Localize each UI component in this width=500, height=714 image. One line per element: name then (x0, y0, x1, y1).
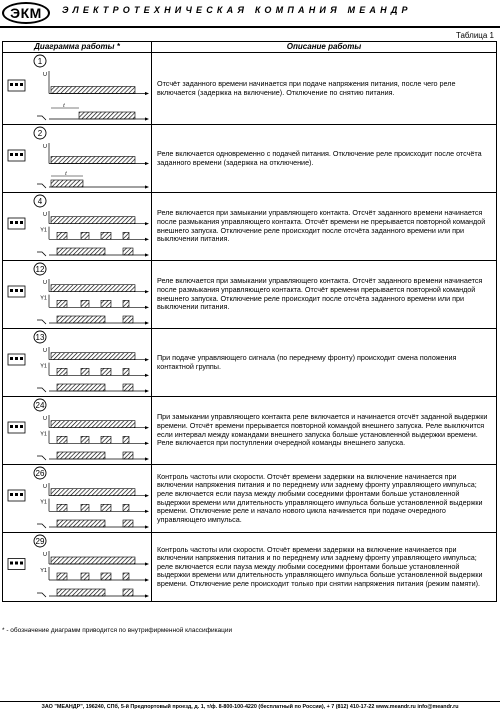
signal-pulse (101, 300, 111, 307)
signal-pulse (81, 573, 89, 580)
signal-pulse (79, 112, 135, 119)
signal-pulse (57, 436, 67, 443)
signal-pulse (123, 589, 133, 596)
table-row (3, 193, 497, 261)
signal-pulse (57, 452, 105, 459)
signal-pulse (57, 248, 105, 255)
signal-pulse (101, 573, 111, 580)
header-rule (0, 26, 500, 28)
u-axis-label: U (43, 72, 47, 78)
signal-pulse (57, 384, 105, 391)
signal-pulse (57, 573, 67, 580)
table-header-row (3, 42, 497, 53)
timing-diagram (3, 125, 151, 193)
signal-pulse (51, 353, 135, 360)
y1-axis-label: Y1 (40, 227, 47, 234)
table-body (3, 53, 497, 602)
signal-pulse (57, 232, 67, 239)
signal-pulse (51, 421, 135, 428)
diagram-cell (3, 261, 152, 329)
u-axis-label: U (43, 552, 47, 558)
mode-number: 24 (35, 401, 45, 410)
contact-symbol (37, 524, 46, 528)
contact-symbol (37, 388, 46, 392)
table-row (3, 465, 497, 533)
mode-number: 12 (35, 265, 45, 274)
signal-pulse (51, 180, 83, 187)
table-row (3, 261, 497, 329)
signal-pulse (81, 436, 89, 443)
y1-axis-label: Y1 (40, 431, 47, 438)
y1-axis-label: Y1 (40, 363, 47, 370)
footer-contacts: ЗАО "МЕАНДР", 196240, СПб, 5-й Предпортовый проезд, д. 1, т/ф. 8-800-100-4220 (бесплатный по России), + 7 (812) 410-17-22 www.meandr.ru info@meandr.ru (41, 704, 459, 710)
col-description-header: Описание работы (152, 42, 497, 53)
table-row (3, 125, 497, 193)
signal-pulse (57, 504, 67, 511)
signal-pulse (123, 452, 133, 459)
u-axis-label: U (43, 212, 47, 218)
footer-rule (0, 701, 500, 702)
u-axis-label: U (43, 484, 47, 490)
table-row (3, 53, 497, 125)
signal-pulse (81, 504, 89, 511)
signal-pulse (81, 232, 89, 239)
signal-pulse (57, 520, 105, 527)
description-cell: Отсчёт заданного времени начинается при подаче напряжения питания, после чего реле включается (задержка на включение). Отключение по снятию питания. (152, 53, 497, 125)
signal-pulse (123, 520, 133, 527)
company-name: ЭЛЕКТРОТЕХНИЧЕСКАЯ КОМПАНИЯ МЕАНДР (62, 5, 412, 15)
signal-pulse (123, 248, 133, 255)
timing-diagram (3, 193, 151, 261)
signal-pulse (101, 232, 111, 239)
mode-number: 1 (37, 57, 43, 66)
signal-pulse (123, 300, 129, 307)
signal-pulse (51, 217, 135, 224)
signal-pulse (123, 573, 129, 580)
timing-diagram (3, 397, 151, 465)
signal-pulse (123, 316, 133, 323)
table-row (3, 533, 497, 602)
signal-pulse (51, 157, 135, 164)
company-logo: ЭКМ (2, 2, 50, 24)
timing-diagram (3, 329, 151, 397)
signal-pulse (123, 436, 129, 443)
signal-pulse (123, 232, 129, 239)
u-axis-label: U (43, 280, 47, 286)
u-axis-label: U (43, 348, 47, 354)
y1-axis-label: Y1 (40, 295, 47, 302)
description-cell: Контроль частоты или скорости. Отсчёт времени задержки на включение начинается при включении напряжения питания и по переднему или заднему фронту управляющего импульса; реле включается если пауза между любыми соседними фронтами больше установленной выдержки времени или длительность управляющего импульса больше установленной выдержки времени. Отключение реле и начало нового цикла начинается при подаче очередного управляющего импульса. (152, 465, 497, 533)
time-label: t (65, 171, 67, 177)
description-cell: Контроль частоты или скорости. Отсчёт времени задержки на включение начинается при включении напряжения питания и по переднему или заднему фронту управляющего импульса; реле включается если пауза между любыми соседними фронтами больше установленной выдержки времени или длительность управляющего импульса больше установленной выдержки времени. Отключение реле происходит только при снятии напряжения питания (режим памяти). (152, 533, 497, 602)
footnote: * - обозначение диаграмм приводится по внутрифирменной классификации (2, 627, 233, 634)
signal-pulse (57, 316, 105, 323)
mode-number: 13 (35, 333, 45, 342)
y1-axis-label: Y1 (40, 499, 47, 506)
signal-pulse (101, 436, 111, 443)
u-axis-label: U (43, 144, 47, 150)
timing-diagram (3, 261, 151, 329)
signal-pulse (51, 87, 135, 94)
timing-diagram (3, 533, 151, 602)
description-cell: Реле включается одновременно с подачей питания. Отключение реле происходит после отсчёта заданного времени (задержка на отключение). (152, 125, 497, 193)
signal-pulse (81, 300, 89, 307)
diagram-cell (3, 533, 152, 602)
contact-symbol (37, 593, 46, 597)
diagram-cell (3, 465, 152, 533)
signal-pulse (51, 285, 135, 292)
signal-pulse (51, 489, 135, 496)
signal-pulse (123, 384, 133, 391)
time-label: t (63, 103, 65, 109)
mode-number: 26 (35, 469, 45, 478)
diagram-cell (3, 53, 152, 125)
mode-number: 4 (37, 197, 43, 206)
mode-number: 29 (35, 537, 45, 546)
signal-pulse (101, 504, 111, 511)
signal-pulse (57, 589, 105, 596)
timing-diagram (3, 465, 151, 533)
signal-pulse (57, 368, 67, 375)
contact-symbol (37, 320, 46, 324)
diagram-cell (3, 397, 152, 465)
signal-pulse (81, 368, 89, 375)
contact-symbol (37, 116, 46, 120)
y1-axis-label: Y1 (40, 568, 47, 574)
signal-pulse (101, 368, 111, 375)
diagram-cell (3, 125, 152, 193)
contact-symbol (37, 456, 46, 460)
signal-pulse (123, 504, 129, 511)
contact-symbol (37, 252, 46, 256)
description-cell: Реле включается при замыкании управляющего контакта. Отсчёт заданного времени начинается после размыкания управляющего контакта. Отсчёт времени не прерывается повторной командой внешнего запуска. Отключение реле происходит после отсчёта заданного времени или при выключении питания. (152, 193, 497, 261)
col-diagram-header: Диаграмма работы * (3, 42, 152, 53)
description-cell: При подаче управляющего сигнала (по переднему фронту) происходит смена положения контактной группы. (152, 329, 497, 397)
table-row (3, 397, 497, 465)
table-row (3, 329, 497, 397)
mode-number: 2 (37, 129, 43, 138)
contact-symbol (37, 184, 46, 188)
description-cell: Реле включается при замыкании управляющего контакта. Отсчёт заданного времени начинается после размыкания управляющего контакта. Отсчёт времени прерывается повторной командой внешнего запуска. Отключение реле происходит после отсчёта заданного времени или при выключении питания. (152, 261, 497, 329)
diagram-cell (3, 193, 152, 261)
description-cell: При замыкании управляющего контакта реле включается и начинается отсчёт заданной выдержки времени. Отсчёт времени прерывается повторной командой внешнего запуска. Реле выключится если интервал между командами внешнего запуска больше установленной выдержки времени. Реле включается при поступлении очередной команды внешнего запуска. (152, 397, 497, 465)
timing-diagram (3, 53, 151, 125)
table-number: Таблица 1 (455, 31, 494, 40)
modes-table (2, 41, 497, 602)
diagram-cell (3, 329, 152, 397)
signal-pulse (123, 368, 129, 375)
signal-pulse (51, 557, 135, 564)
u-axis-label: U (43, 416, 47, 422)
signal-pulse (57, 300, 67, 307)
page-header (0, 0, 500, 26)
